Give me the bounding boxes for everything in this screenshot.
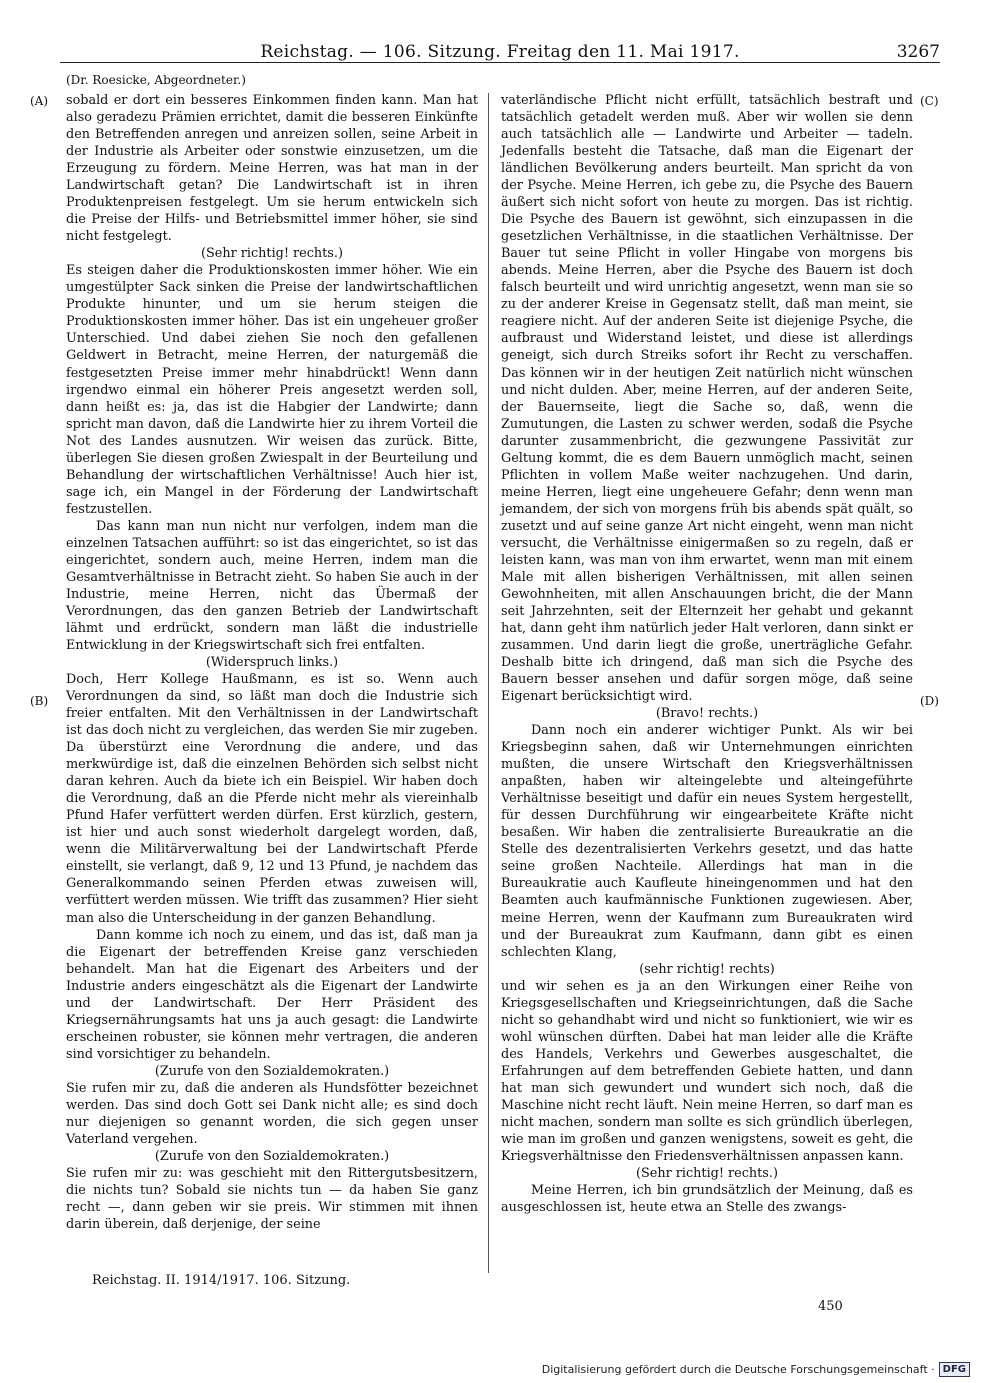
running-header xyxy=(60,32,940,63)
running-title: Reichstag. — 106. Sitzung. Freitag den 11. Mai 1917. xyxy=(260,42,740,62)
page-number: 3267 xyxy=(896,42,940,62)
right-column xyxy=(501,92,913,1216)
left-column xyxy=(66,92,478,1233)
digitization-credit xyxy=(542,1362,970,1377)
paragraph: Sie rufen mir zu, daß die anderen als Hundsfötter bezeichnet werden. Das sind doch Gott sei Dank nicht alle; es sind doch nur diejenigen so genannt worden, die sich gegen unser Vaterland vergehen. xyxy=(66,1080,478,1147)
paragraph: vaterländische Pflicht nicht erfüllt, tatsächlich bestraft und tatsächlich getadelt werden muß. Aber wir wollen sie denn auch tatsächlich alle — Landwirte und Arbeiter — tadeln. Jedenfalls besteht die Tatsache, daß man die Eigenart der ländlichen Bevölkerung anders beurteilt. Man spricht da von der Psyche. Meine Herren, ich gebe zu, die Psyche des Bauern äußert sich nicht sofort von heute zu morgen. Das ist richtig. Die Psyche des Bauern ist gewöhnt, sich einzupassen in die gesetzlichen Verhältnisse, in die staatlichen Verhältnisse. Der Bauer tut seine Pflicht in voller Hingabe von morgens bis abends. Meine Herren, aber die Psyche des Bauern ist doch falsch beurteilt und wird unrichtig angesetzt, wenn man sie so zu der anderer Kreise in Gegensatz stellt, daß man meint, sie reagiere nicht. Auf der anderen Seite ist diejenige Psyche, die aufbraust und Widerstand leistet, und diese ist allerdings geneigt, sich durch Streiks sofort ihr Recht zu verschaffen. Das können wir in der heutigen Zeit natürlich nicht wünschen und nicht dulden. Aber, meine Herren, auf der anderen Seite, der Bauernseite, liegt die Sache so, daß, wenn die Zumutungen, die Lasten zu schwer werden, sodaß die Psyche darunter zusammenbricht, die gezwungene Passivität zur Geltung kommt, die es dem Bauern unmöglich macht, seinen Pflichten in vollem Maße weiter nachzugehen. Und darin, meine Herren, liegt eine ungeheuere Gefahr; denn wenn man jemandem, der sich von morgens früh bis abends spät quält, so zusetzt und auf seine ganze Art nicht eingeht, wenn man nicht versucht, die Verhältnisse einigermaßen so zu regeln, daß er leisten kann, was man von ihm erwartet, wenn man mit einem Male mit allen bisherigen Verhältnissen, mit allen seinen Gewohnheiten, mit allen Anschauungen bricht, die der Mann seit Jahrzehnten, seit der Elternzeit her gehabt und gekannt hat, dann geht ihm natürlich jeder Halt verloren, dann sinkt er zusammen. Und darin liegt die große, unerträgliche Gefahr. Deshalb bitte ich dringend, daß man sich die Psyche des Bauern besser ansehen und dafür sorgen möge, daß seine Eigenart berücksichtigt wird. xyxy=(501,93,913,705)
interjection: (Zurufe von den Sozialdemokraten.) xyxy=(154,1063,390,1079)
interjection: (Widerspruch links.) xyxy=(205,655,339,671)
paragraph: sobald er dort ein besseres Einkommen finden kann. Man hat also geradezu Prämien errichtet, damit die besseren Einkünfte den Betreffenden anregen und anreizen sollen, seine Arbeit in der Industrie als Arbeiter oder sonstwie einzusetzen, um die Erzeugung zu fördern. Meine Herren, was hat man in der Landwirtschaft getan? Die Landwirtschaft ist in ihren Produktenpreisen festgelegt. Um sie herum entwickeln sich die Preise der Hilfs- und Betriebsmittel immer höher, sie sind nicht festgelegt. xyxy=(66,93,478,245)
footer-session-note: Reichstag. II. 1914/1917. 106. Sitzung. xyxy=(92,1273,351,1288)
interjection: (sehr richtig! rechts) xyxy=(639,961,775,977)
paragraph: Dann noch ein anderer wichtiger Punkt. Als wir bei Kriegsbeginn sahen, daß wir Unternehmungen einrichten mußten, die unsere Wirtschaft den Kriegsverhältnissen anpaßten, haben wir alteingelebte und alteingeführte Verhältnisse beseitigt und dafür ein neues System hergestellt, für dessen Durchführung wir eingearbeitete Kräfte nicht besaßen. Wir haben die zentralisierte Bureaukratie an die Stelle des dezentralisierten Verkehrs gesetzt, und das hatte seine großen Nachteile. Allerdings hat man in die Bureaukratie auch Kaufleute hineingenommen und hat den Beamten auch kaufmännische Funktionen zugewiesen. Aber, meine Herren, wenn der Kaufmann zum Bureaukraten wird und der Bureaukrat zum Kaufmann, dann gibt es einen schlechten Klang, xyxy=(501,723,913,960)
interjection: (Zurufe von den Sozialdemokraten.) xyxy=(154,1148,390,1164)
interjection: (Bravo! rechts.) xyxy=(655,706,759,722)
credit-text: Digitalisierung gefördert durch die Deutsche Forschungsgemeinschaft · xyxy=(541,1363,935,1376)
interjection: (Sehr richtig! rechts.) xyxy=(201,246,343,262)
margin-mark-c: (C) xyxy=(920,94,939,108)
margin-mark-d: (D) xyxy=(920,694,939,708)
margin-mark-a: (A) xyxy=(30,94,49,108)
paragraph: Sie rufen mir zu: was geschieht mit den Rittergutsbesitzern, die nichts tun? Sobald sie nichts tun — da haben Sie ganz recht —, dann geben wir sie preis. Wir stimmen mit ihnen darin überein, daß derjenige, der seine xyxy=(66,1165,478,1233)
paragraph: Doch, Herr Kollege Haußmann, es ist so. Wenn auch Verordnungen da sind, so läßt man doch die Industrie sich freier entfalten. Mit den Verhältnissen in der Landwirtschaft ist das doch nicht zu vergleichen, das werden Sie mir zugeben. Da überstürzt eine Verordnung die andere, und das merkwürdige ist, daß die einzelnen Behörden sich selbst nicht daran kehren. Auch da biete ich ein Beispiel. Wir haben doch die Verordnung, daß an die Pferde nicht mehr als viereinhalb Pfund Hafer verfüttert werden dürfen. Erst kürzlich, gestern, ist hier und auch sonst wiederholt dargelegt worden, daß, wenn die Militärverwaltung bei der Landwirtschaft Pferde einstellt, sie verlangt, daß 9, 12 und 13 Pfund, je nachdem das Generalkommando seinen Pferden etwas zuweisen will, verfüttert werden müssen. Wie trifft das zusammen? Hier sieht man also die Unterscheidung in der ganzen Behandlung. xyxy=(66,672,478,926)
paragraph: Es steigen daher die Produktionskosten immer höher. Wie ein umgestülpter Sack sinken die Preise der landwirtschaftlichen Produkte hinunter, und um sie herum steigen die Produktionskosten immer höher. Das ist ein ungeheuer großer Unterschied. Und dabei ziehen Sie noch den gefallenen Geldwert in Betracht, meine Herren, der naturgemäß die festgesetzten Preise immer mehr hinabdrückt! Wenn dann irgendwo einmal ein höherer Preis angesetzt werden soll, dann heißt es: ja, das ist die Habgier der Landwirte; dann spricht man davon, daß die Landwirte hier zu ihrem Vorteil die Not des Landes ausnutzen. Wir weisen das zurück. Bitte, überlegen Sie diesen großen Zwiespalt in der Beurteilung und Behandlung der wirtschaftlichen Verhältnisse! Auch hier ist, sage ich, ein Mangel in der Förderung der Landwirtschaft festzustellen. xyxy=(66,263,478,517)
margin-mark-b: (B) xyxy=(30,694,49,708)
interjection: (Sehr richtig! rechts.) xyxy=(636,1165,778,1181)
paragraph: Dann komme ich noch zu einem, und das ist, daß man ja die Eigenart der betreffenden Kreise ganz verschieden behandelt. Man hat die Eigenart des Arbeiters und der Industrie anders eingeschätzt als die Eigenart der Landwirte und der Landwirtschaft. Der Herr Präsident des Kriegsernährungsamts hat uns ja auch gesagt: die Landwirte erscheinen robuster, sie können mehr vertragen, die anderen sind vorsichtiger zu behandeln. xyxy=(66,927,478,1062)
column-divider xyxy=(488,93,489,1273)
paragraph: Meine Herren, ich bin grundsätzlich der Meinung, daß es ausgeschlossen ist, heute etwa an Stelle des zwangs- xyxy=(501,1183,913,1216)
paragraph: und wir sehen es ja an den Wirkungen einer Reihe von Kriegsgesellschaften und Kriegseinrichtungen, daß die Sache nicht so gehandhabt wird und nicht so funktioniert, wie wir es wohl wünschen dürften. Dabei hat man leider alle die Kräfte des Handels, Verkehrs und Gewerbes ausgeschaltet, die Erfahrungen auf dem betreffenden Gebiete hatten, und dann hat man sich gewundert und wundert sich noch, daß die Maschine nicht recht läuft. Nein meine Herren, so darf man es nicht machen, sondern man sollte es sich gründlich überlegen, wie man im großen und ganzen wenigstens, soweit es geht, die Kriegsverhältnisse den Friedensverhältnissen anpassen kann. xyxy=(501,978,913,1164)
paragraph: Das kann man nun nicht nur verfolgen, indem man die einzelnen Tatsachen aufführt: so ist das eingerichtet, so ist das eingerichtet, sondern auch, meine Herren, indem man die Gesamtverhältnisse in Betracht zieht. So haben Sie auch in der Industrie, meine Herren, nicht das Übermaß der Verordnungen, das den ganzen Betrieb der Landwirtschaft lähmt und erdrückt, sondern man läßt die industrielle Entwicklung in der Kriegswirtschaft sich frei entfalten. xyxy=(66,518,478,653)
footer-sheet-number: 450 xyxy=(818,1299,843,1314)
speaker-label: (Dr. Roesicke, Abgeordneter.) xyxy=(66,73,246,87)
dfg-logo: DFG xyxy=(939,1362,970,1377)
